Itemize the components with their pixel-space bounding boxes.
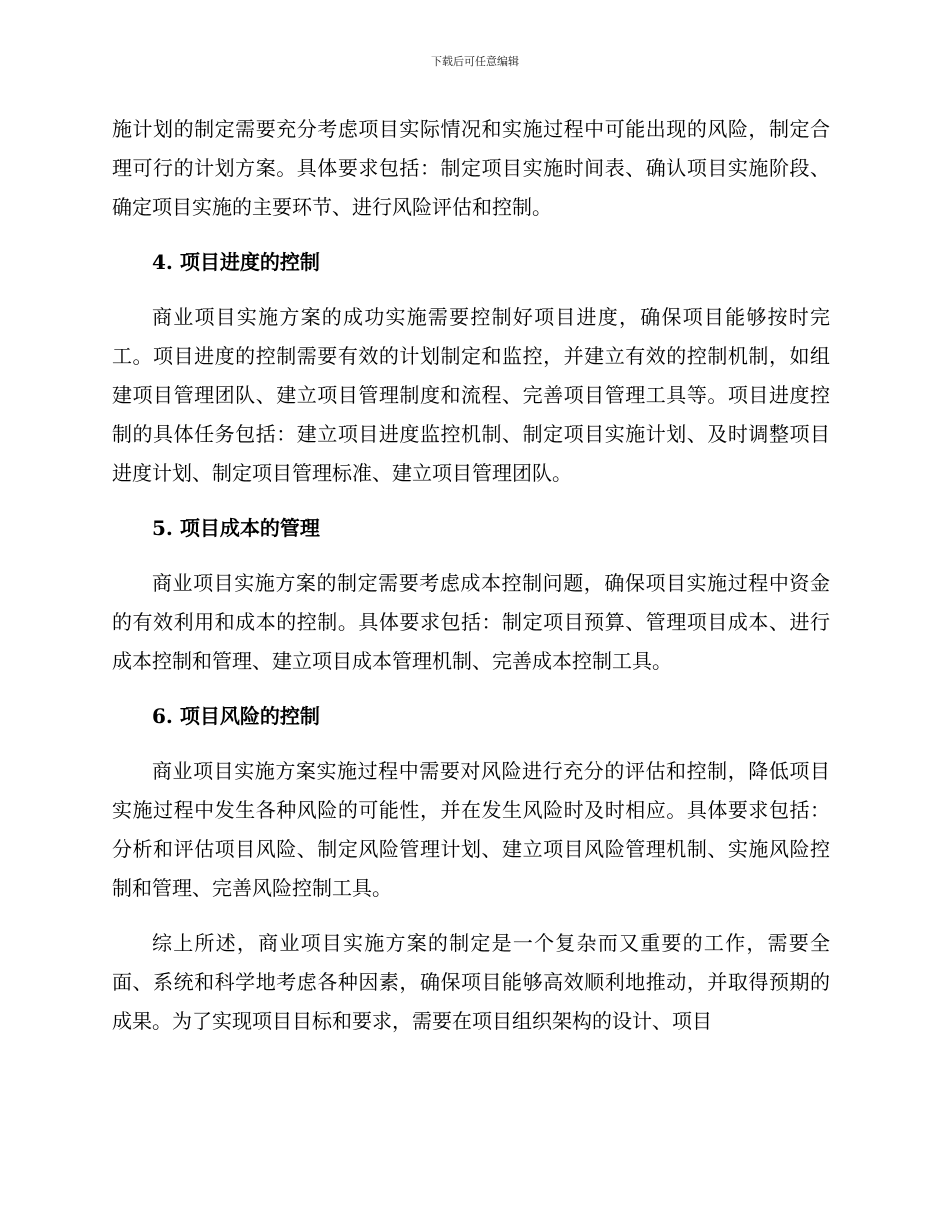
paragraph-summary: 综上所述，商业项目实施方案的制定是一个复杂而又重要的工作，需要全面、系统和科学地考虑各种因素，确保项目能够高效顺利地推动，并取得预期的成果。为了实现项目目标和要求，需要在项目组织架构的设计、项目 xyxy=(112,931,830,1033)
section-heading-risk-control: 6. 项目风险的控制 xyxy=(152,704,320,728)
paragraph-continuation: 施计划的制定需要充分考虑项目实际情况和实施过程中可能出现的风险，制定合理可行的计划方案。具体要求包括：制定项目实施时间表、确认项目实施阶段、确定项目实施的主要环节、进行风险评估和控制。 xyxy=(112,117,830,219)
section-heading-schedule-control: 4. 项目进度的控制 xyxy=(152,250,320,274)
paragraph-risk-control: 商业项目实施方案实施过程中需要对风险进行充分的评估和控制，降低项目实施过程中发生各种风险的可能性，并在发生风险时及时相应。具体要求包括：分析和评估项目风险、制定风险管理计划、建立项目风险管理机制、实施风险控制和管理、完善风险控制工具。 xyxy=(112,759,830,900)
paragraph-schedule-control: 商业项目实施方案的成功实施需要控制好项目进度，确保项目能够按时完工。项目进度的控制需要有效的计划制定和监控，并建立有效的控制机制，如组建项目管理团队、建立项目管理制度和流程、完善项目管理工具等。项目进度控制的具体任务包括：建立项目进度监控机制、制定项目实施计划、及时调整项目进度计划、制定项目管理标准、建立项目管理团队。 xyxy=(112,305,830,485)
document-body xyxy=(112,110,830,1041)
paragraph-cost-management: 商业项目实施方案的制定需要考虑成本控制问题，确保项目实施过程中资金的有效利用和成本的控制。具体要求包括：制定项目预算、管理项目成本、进行成本控制和管理、建立项目成本管理机制、完善成本控制工具。 xyxy=(112,571,830,673)
page-header: 下载后可任意编辑 xyxy=(431,55,519,68)
section-heading-cost-management: 5. 项目成本的管理 xyxy=(152,516,320,540)
